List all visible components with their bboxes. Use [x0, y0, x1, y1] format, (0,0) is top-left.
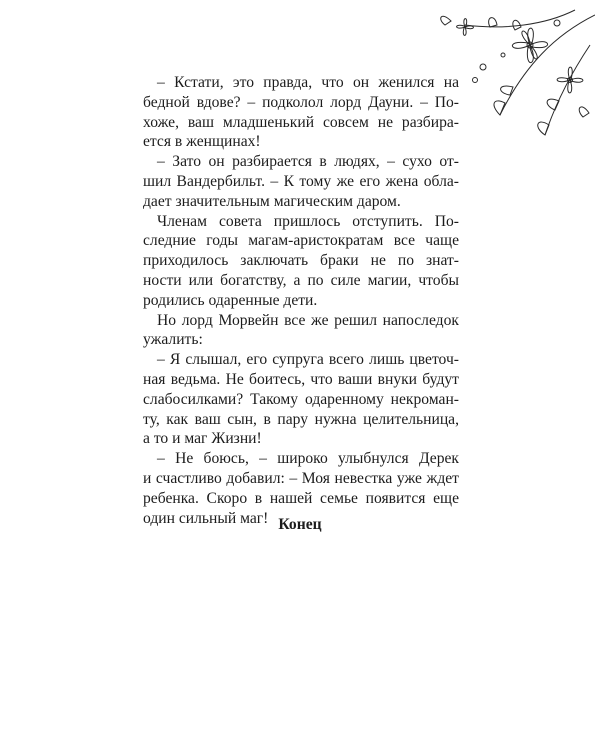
paragraph — [143, 152, 459, 211]
paragraph — [143, 311, 459, 351]
text-line: хоже, ваш младшенький совсем не разбира- — [143, 113, 459, 131]
text-line: – Я слышал, его супруга всего лишь цветоч- — [157, 351, 459, 369]
text-line: шил Вандербильт. – К тому же его жена обла- — [143, 172, 459, 190]
end-title: Конец — [278, 516, 322, 533]
text-line: ребенка. Скоро в нашей семье появится еще — [143, 489, 459, 507]
text-line: и счастливо добавил: – Моя невестка уже ждет — [143, 469, 459, 487]
text-line: Членам совета пришлось отступить. По- — [157, 212, 459, 230]
paragraph — [143, 212, 459, 311]
text-line: ется в женщинах! — [143, 133, 261, 151]
text-line: ужалить: — [143, 331, 203, 349]
text-line: Но лорд Морвейн все же решил напоследок — [157, 311, 459, 329]
text-line: – Зато он разбирается в людях, – сухо от- — [157, 153, 459, 171]
text-line: ности или богатству, а по силе магии, чтобы — [143, 271, 459, 289]
text-line: а то и маг Жизни! — [143, 430, 262, 448]
text-line: следние годы магам-аристократам все чаще — [143, 232, 459, 250]
text-line: родились одаренные дети. — [143, 291, 318, 309]
text-line: слабосилками? Такому одаренному некроман- — [143, 390, 459, 408]
paragraph — [143, 350, 459, 449]
body-text — [143, 73, 459, 528]
text-line: один сильный маг! — [143, 509, 269, 527]
paragraph — [143, 73, 459, 152]
text-line: приходилось заключать браки не по знат- — [143, 252, 459, 270]
text-line: бедной вдове? – подколол лорд Дауни. – По- — [143, 93, 459, 111]
text-line: – Не боюсь, – широко улыбнулся Дерек — [157, 450, 459, 468]
text-line: дает значительным магическим даром. — [143, 192, 401, 210]
text-line: – Кстати, это правда, что он женился на — [157, 74, 459, 91]
text-line: ту, как ваш сын, в пару нужна целительница, — [143, 410, 459, 428]
text-line: ная ведьма. Не боитесь, что ваши внуки будут — [143, 370, 459, 388]
